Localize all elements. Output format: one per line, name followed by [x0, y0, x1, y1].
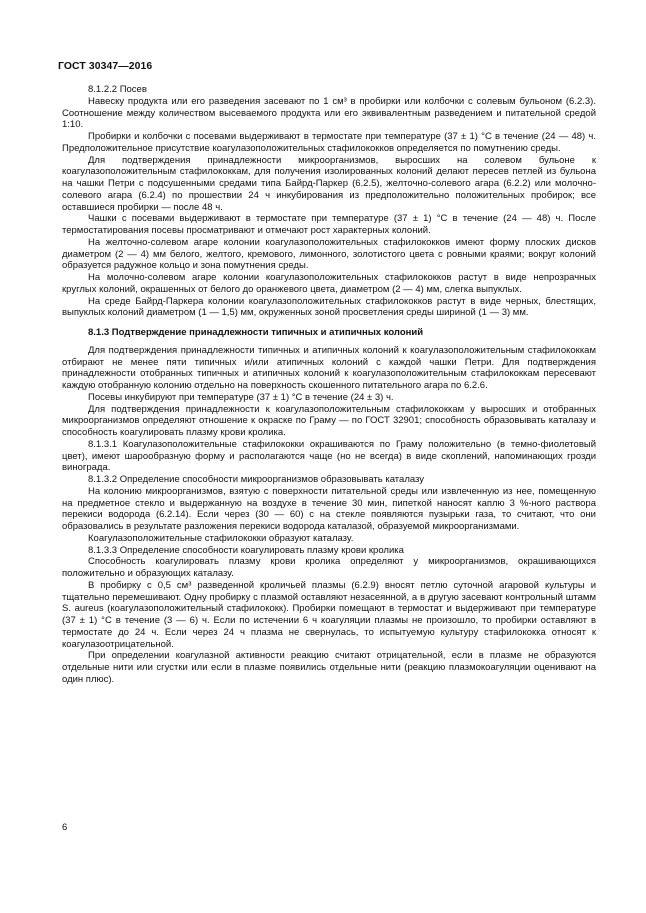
paragraph: На молочно-солевом агаре колонии коагулазоположительных стафилококков растут в виде непрозрачных круглых колоний, окрашенных от белого до оранжевого цвета, диаметром (2 — 4) мм, слегка выпуклых.	[62, 272, 596, 295]
paragraph: Для подтверждения принадлежности к коагулазоположительным стафилококкам у выросших и отобранных микроорганизмов определяют отношение к окраске по Граму — по ГОСТ 32901; способность образовывать каталазу и способность коагулировать плазму крови кролика.	[62, 403, 596, 438]
paragraph: На среде Байрд-Паркера колонии коагулазоположительных стафилококков растут в виде черных, блестящих, выпуклых колоний диаметром (1 — 1,5) мм, окруженных зоной просветления среды шириной (1 — 3) мм.	[62, 295, 596, 319]
paragraph: Посевы инкубируют при температуре (37 ± 1) °С в течение (24 ± 3) ч.	[88, 391, 394, 403]
paragraph: Навеску продукта или его разведения засевают по 1 см³ в пробирки или колбочки с солевым бульоном (6.2.3). Соотношение между количеством высеваемого продукта или его эквивалентным разведением и питательной средой 1:10.	[62, 95, 596, 131]
paragraph: 8.1.3.3 Определение способности коагулировать плазму крови кролика	[88, 544, 404, 556]
paragraph: Коагулазоположительные стафилококки образуют каталазу.	[88, 532, 354, 544]
paragraph: На желточно-солевом агаре колонии коагулазоположительных стафилококков имеют форму плоских дисков диаметром (2 — 4) мм белого, желтого, кремового, лимонного, золотистого цвета с ровными краями; вокруг колоний образуется радужное кольцо и зона помутнения среды.	[62, 236, 596, 272]
paragraph: Для подтверждения принадлежности микроорганизмов, выросших на солевом бульоне к коагулазоположительным стафилококкам, для получения изолированных колоний делают пересев петлей из бульона на чашки Петри с подсушенными средами типа Байрд-Паркер (6.2.5), желточно-солевого агара (6.2.2) или молочно-солевого агара (6.2.4) по прошествии 24 ч инкубирования из предположительно положительных пробирок; все оставшиеся пробирки — после 48 ч.	[62, 154, 596, 213]
paragraph: 8.1.3.1 Коагулазоположительные стафилококки окрашиваются по Граму положительно (в темно-фиолетовый цвет), имеют шарообразную форму и располагаются чаще (но не всегда) в виде скоплений, напоминающих грозди винограда.	[62, 438, 596, 474]
paragraph: Для подтверждения принадлежности типичных и атипичных колоний к коагулазоположительным стафилококкам отбирают не менее пяти типичных и/или атипичных колоний с каждой чашки Петри. Для подтверждения принадлежности отобранных типичных и атипичных колоний к коагулазоположительным стафилококкам пересевают каждую отобранную колонию отдельно на поверхность скошенного питательного агара по 6.2.6.	[62, 344, 596, 391]
paragraph: 8.1.3.2 Определение способности микроорганизмов образовывать каталазу	[88, 474, 425, 485]
paragraph: Пробирки и колбочки с посевами выдерживают в термостате при температуре (37 ± 1) °С в течение (24 — 48) ч. Предположительное присутствие коагулазоположительных стафилококков определяется по помутнению среды.	[62, 131, 596, 154]
paragraph: 8.1.2.2 Посев	[88, 84, 147, 95]
section-heading: 8.1.3 Подтверждение принадлежности типичных и атипичных колоний	[88, 327, 424, 338]
page-number: 6	[62, 822, 68, 833]
paragraph: При определении коагулазной активности реакцию считают отрицательной, если в плазме не образуются отдельные нити или сгустки или если в плазме появились отдельные нити (реакцию плазмокоагуляции оценивают на один плюс).	[62, 650, 596, 685]
paragraph: На колонию микроорганизмов, взятую с поверхности питательной среды или извлеченную из нее, помещенную на предметное стекло и выдержанную на воздухе в течение 30 мин, пипеткой наносят каплю 3 %-ного раствора перекиси водорода (6.2.14). Если через (30 — 60) с на стекле появляются пузырьки газа, то считают, что они образовались в результате разложения перекиси водорода каталазой, образуемой микроорганизмами.	[62, 485, 596, 532]
paragraph: Чашки с посевами выдерживают в термостате при температуре (37 ± 1) °С в течение (24 — 48) ч. После термостатирования посевы просматривают и отмечают рост характерных колоний.	[62, 213, 596, 236]
document-standard-id: ГОСТ 30347—2016	[58, 61, 153, 72]
paragraph: Способность коагулировать плазму крови кролика определяют у микроорганизмов, окрашивающихся положительно и образующих каталазу.	[62, 556, 596, 579]
document-body	[62, 84, 596, 686]
paragraph: В пробирку с 0,5 см³ разведенной кроличьей плазмы (6.2.9) вносят петлю суточной агаровой культуры и тщательно перемешивают. Одну пробирку с плазмой оставляют незасеянной, а в другую засевают контрольный штамм S. aureus (коагулазоположительный стафилококк). Пробирки помещают в термостат и выдерживают при температуре (37 ± 1) °С в течение (3 — 6) ч. Если по истечении 6 ч коагуляции плазмы не произошло, то пробирки оставляют в термостате до 24 ч. Если через 24 ч плазма не свернулась, то испытуемую культуру стафилококка относят к коагулазоотрицательной.	[62, 579, 596, 650]
